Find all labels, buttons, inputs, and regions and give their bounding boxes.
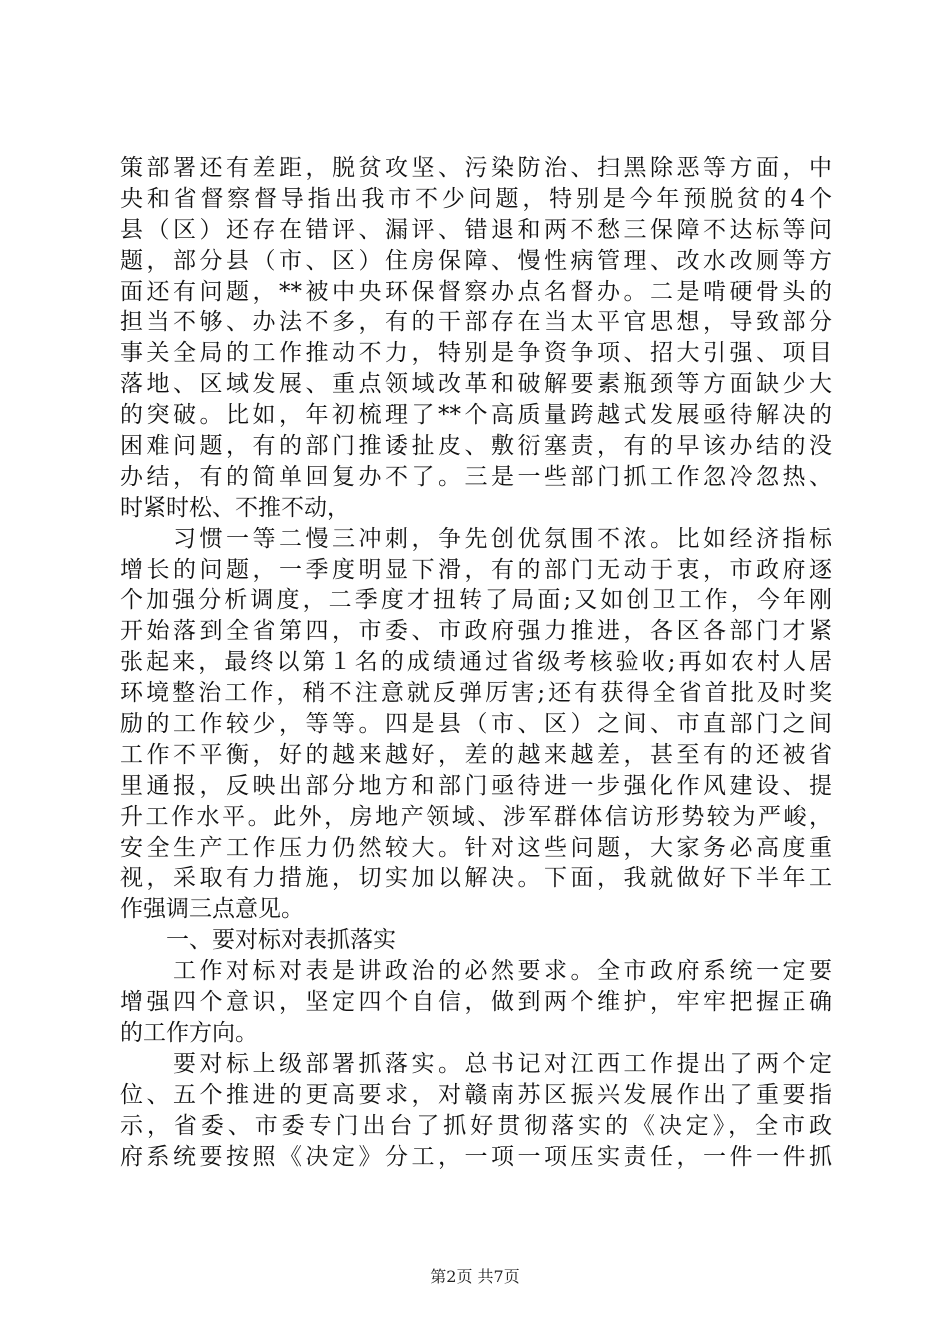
text-line: 题，部分县（市、区）住房保障、慢性病管理、改水改厕等方 (120, 247, 832, 274)
text-line: 事关全局的工作推动不力，特别是争资争项、招大引强、项目 (120, 340, 832, 367)
text-line: 增长的问题，一季度明显下滑，有的部门无动于衷，市政府逐 (120, 556, 832, 583)
text-line: 升工作水平。此外，房地产领域、涉军群体信访形势较为严峻， (120, 803, 832, 830)
text-line: 的突破。比如，年初梳理了**个高质量跨越式发展亟待解决的 (120, 402, 832, 429)
text-line: 办结，有的简单回复办不了。三是一些部门抓工作忽冷忽热、 (120, 463, 832, 490)
text-line: 里通报，反映出部分地方和部门亟待进一步强化作风建设、提 (120, 772, 832, 799)
text-line: 落地、区域发展、重点领域改革和破解要素瓶颈等方面缺少大 (120, 371, 832, 398)
text-line: 一、要对标对表抓落实 (120, 927, 396, 954)
text-line: 安全生产工作压力仍然较大。针对这些问题，大家务必高度重 (120, 834, 832, 861)
text-line: 习惯一等二慢三冲刺，争先创优氛围不浓。比如经济指标 (120, 525, 832, 552)
page-total: 共7页 (477, 1267, 520, 1286)
text-line: 张起来，最终以第１名的成绩通过省级考核验收;再如农村人居 (120, 649, 832, 676)
body-text (120, 153, 832, 1172)
text-line: 县（区）还存在错评、漏评、错退和两不愁三保障不达标等问 (120, 216, 832, 243)
text-line: 励的工作较少，等等。四是县（市、区）之间、市直部门之间 (120, 711, 832, 738)
text-line: 位、五个推进的更高要求，对赣南苏区振兴发展作出了重要指 (120, 1081, 832, 1108)
text-line: 困难问题，有的部门推诿扯皮、敷衍塞责，有的早该办结的没 (120, 433, 832, 460)
page-footer (0, 1266, 950, 1288)
text-line: 工作对标对表是讲政治的必然要求。全市政府系统一定要 (120, 958, 832, 985)
page-number: 第2页 (430, 1267, 473, 1286)
text-line: 增强四个意识，坚定四个自信，做到两个维护，牢牢把握正确 (120, 989, 832, 1016)
text-line: 府系统要按照《决定》分工，一项一项压实责任，一件一件抓 (120, 1143, 832, 1170)
text-line: 开始落到全省第四，市委、市政府强力推进，各区各部门才紧 (120, 618, 832, 645)
text-line: 作强调三点意见。 (120, 896, 304, 923)
text-line: 的工作方向。 (120, 1019, 258, 1046)
text-line: 面还有问题，**被中央环保督察办点名督办。二是啃硬骨头的 (120, 278, 832, 305)
text-line: 个加强分析调度，二季度才扭转了局面;又如创卫工作，今年刚 (120, 587, 832, 614)
text-line: 时紧时松、不推不动， (120, 494, 350, 521)
text-line: 要对标上级部署抓落实。总书记对江西工作提出了两个定 (120, 1050, 832, 1077)
text-line: 工作不平衡，好的越来越好，差的越来越差，甚至有的还被省 (120, 741, 832, 768)
text-line: 担当不够、办法不多，有的干部存在当太平官思想，导致部分 (120, 309, 832, 336)
text-line: 视，采取有力措施，切实加以解决。下面，我就做好下半年工 (120, 865, 832, 892)
text-line: 策部署还有差距，脱贫攻坚、污染防治、扫黑除恶等方面，中 (120, 155, 832, 181)
text-line: 央和省督察督导指出我市不少问题，特别是今年预脱贫的4个 (120, 185, 832, 212)
text-line: 示，省委、市委专门出台了抓好贯彻落实的《决定》，全市政 (120, 1112, 832, 1139)
text-line: 环境整治工作，稍不注意就反弹厉害;还有获得全省首批及时奖 (120, 680, 832, 707)
